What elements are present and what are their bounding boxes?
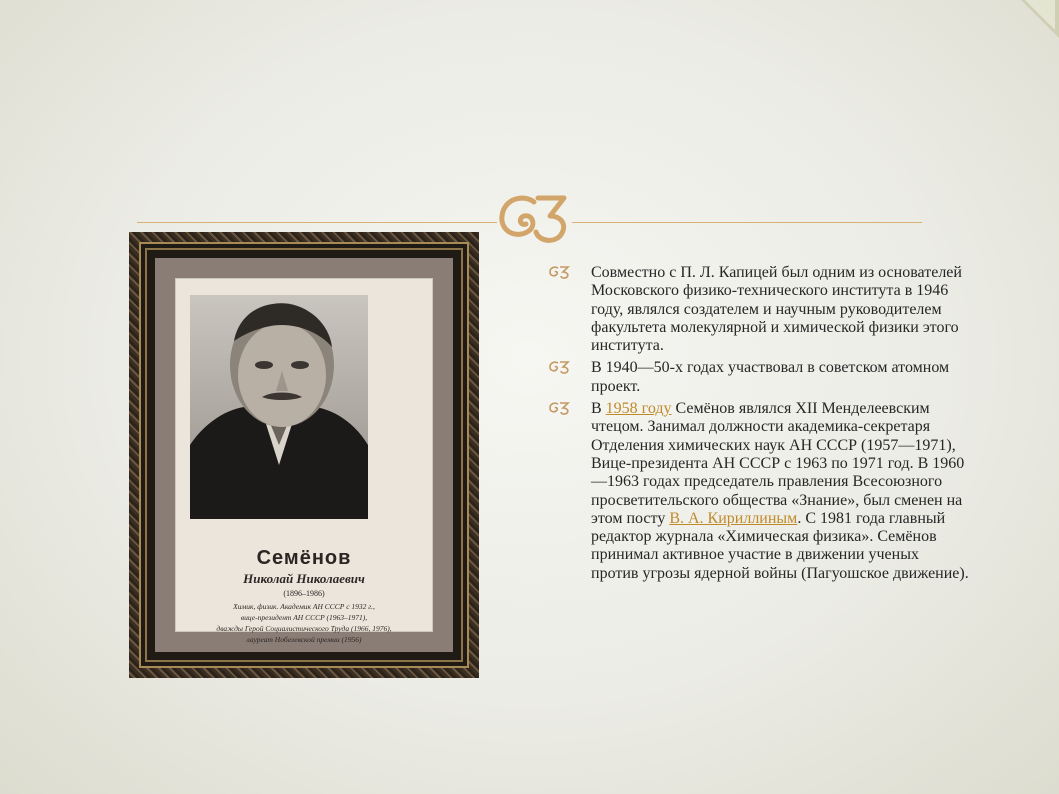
portrait-frame <box>129 232 479 678</box>
curlicue-ornament-icon <box>494 190 572 246</box>
frame-molding <box>139 242 469 668</box>
bullet-text: В 1940—50-х годах участвовал в советском атомном проект. <box>591 359 950 395</box>
portrait-card <box>175 278 433 644</box>
bullet-text: В <box>591 400 606 418</box>
bullet-text: . С 1981 года главный редактор журнала «Химическая физика». Семёнов принимал активное участие в движении ученых против угрозы ядерной войны (Пагуошское движение). <box>591 509 969 582</box>
bullet-item <box>549 264 969 355</box>
portrait-description <box>176 601 432 645</box>
bullet-text: Совместно с П. Л. Капицей был одним из основателей Московского физико-технического института в 1946 году, являлся создателем и научным руководителем факультета молекулярной и химической физики этого института. <box>591 264 962 355</box>
curlicue-bullet-icon <box>549 265 571 279</box>
portrait-photo <box>190 295 368 519</box>
portrait-name-patronymic: Николай Николаевич <box>243 571 365 586</box>
year-1958-link[interactable]: 1958 году <box>605 400 672 418</box>
corner-fold-highlight <box>1025 0 1055 30</box>
bullet-item <box>549 400 969 583</box>
bullet-list <box>549 264 969 587</box>
title-rule-left <box>137 222 497 223</box>
bullet-item <box>549 359 969 396</box>
portrait-years: (1896–1986) <box>283 589 325 598</box>
portrait-mat <box>155 258 453 652</box>
portrait-surname: Семёнов <box>256 547 352 569</box>
portrait-description-line: дважды Герой Социалистического Труда (1966, 1976), <box>216 624 392 633</box>
portrait-photo-image <box>190 295 368 519</box>
bullet-text: Семёнов являлся XII Менделеевским чтецом. Занимал должности академика-секретаря Отделения химических наук АН СССР (1957—1971), Вице-президента АН СССР с 1963 по 1971 год. В 1960—1963 годах председатель правления Всесоюзного просветительского общества «Знание», был сменен на этом посту <box>591 400 965 527</box>
curlicue-bullet-icon <box>549 360 571 374</box>
kirillin-link[interactable]: В. А. Кириллиным <box>669 509 798 527</box>
portrait-description-line: лауреат Нобелевской премии (1956) <box>246 635 362 644</box>
curlicue-bullet-icon <box>549 401 571 415</box>
portrait-description-line: вице-президент АН СССР (1963–1971), <box>240 613 368 622</box>
portrait-description-line: Химик, физик. Академик АН СССР с 1932 г., <box>233 602 375 611</box>
title-rule-right <box>572 222 922 223</box>
